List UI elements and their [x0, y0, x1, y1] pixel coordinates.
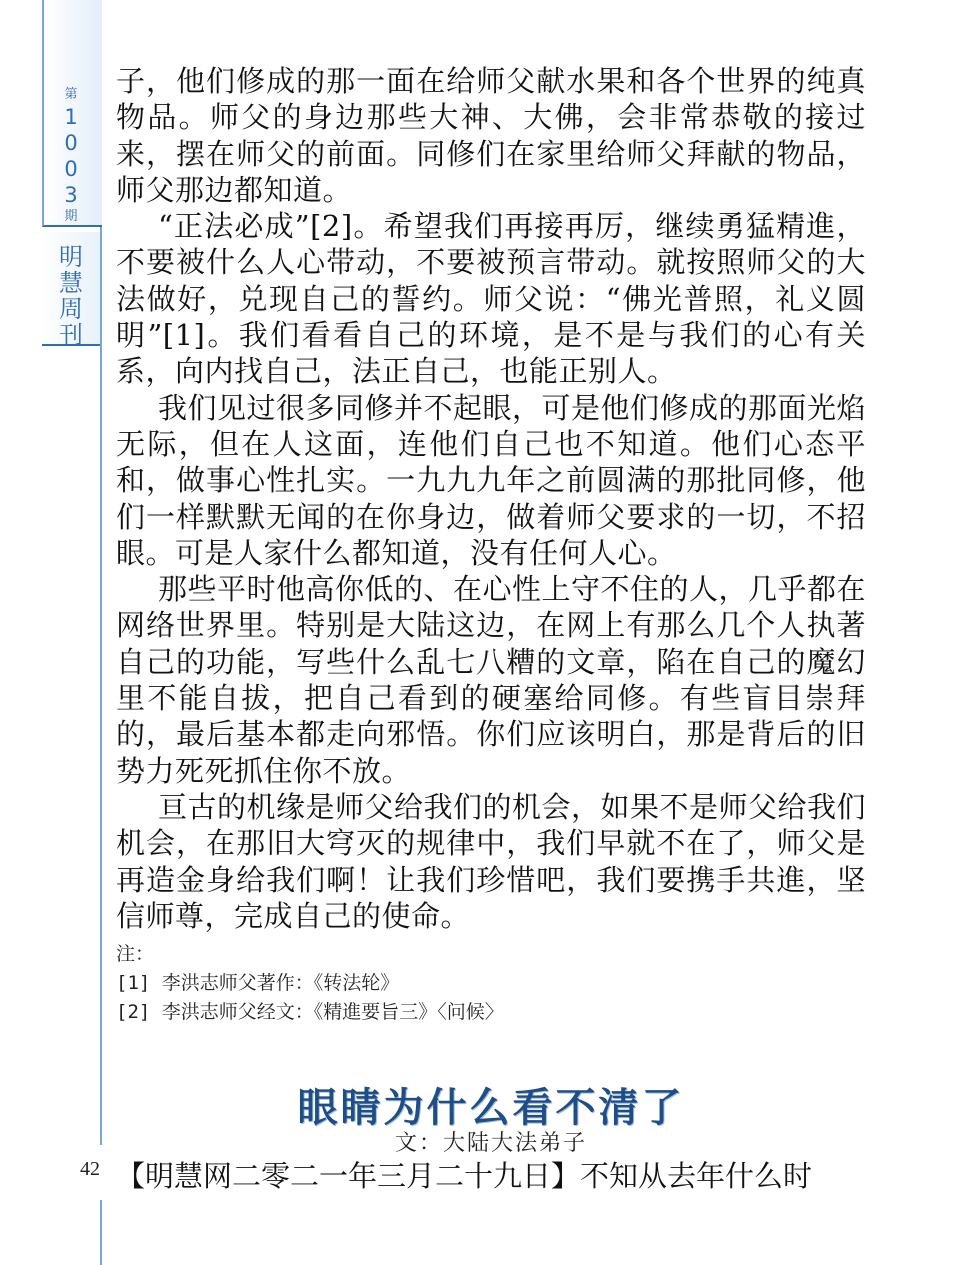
issue-digit: 0 [64, 131, 78, 155]
issue-digit: 1 [64, 105, 78, 129]
article-body [116, 63, 866, 1027]
issue-digit: 0 [64, 157, 78, 181]
journal-char: 刊 [59, 321, 83, 349]
article-byline: 文：大陆大法弟子 [394, 1131, 587, 1156]
body-paragraph: 那些平时他高你低的、在心性上守不住的人，几乎都在网络世界里。特别是大陆这边，在网上有那么几个人执著自己的功能，写些什么乱七八糟的文章，陷在自己的魔幻里不能自拔，把自己看到的硬塞给同修。有些盲目崇拜的，最后基本都走向邪悟。你们应该明白，那是背后的旧势力死死抓住你不放。 [116, 572, 867, 788]
issue-suffix: 期 [64, 209, 78, 224]
journal-char: 明 [59, 243, 83, 271]
footnotes-heading: 注： [116, 943, 155, 966]
journal-name [42, 244, 100, 348]
body-paragraph: 子，他们修成的那一面在给师父献水果和各个世界的纯真物品。师父的身边那些大神、大佛，会非常恭敬的接过来，摆在师父的前面。同修们在家里给师父拜献的物品，师父那边都知道。 [116, 64, 866, 207]
issue-number [42, 86, 100, 226]
footnote-item: [1] 李洪志师父著作：《转法轮》 [116, 972, 400, 995]
footnotes [116, 940, 866, 1027]
footnote-item: [2] 李洪志师父经文：《精進要旨三》〈问候〉 [116, 1001, 504, 1024]
issue-digit: 3 [64, 183, 78, 207]
issue-prefix: 第 [64, 87, 78, 102]
body-paragraph: 我们见过很多同修并不起眼，可是他们修成的那面光焰无际，但在人这面，连他们自己也不知道。他们心态平和，做事心性扎实。一九九九年之前圆满的那批同修，他们一样默默无闻的在你身边，做着师父要求的一切，不招眼。可是人家什么都知道，没有任何人心。 [116, 390, 867, 570]
journal-char: 慧 [59, 269, 83, 297]
page-number: 42 [80, 1158, 100, 1180]
journal-char: 周 [59, 295, 83, 323]
article-lead: 【明慧网二零二一年三月二十九日】不知从去年什么时 [116, 1159, 813, 1193]
article-title: 眼睛为什么看不清了 [297, 1085, 685, 1131]
body-paragraph: 亘古的机缘是师父给我们的机会，如果不是师父给我们机会，在那旧大穹灭的规律中，我们早就不在了，师父是再造金身给我们啊！让我们珍惜吧，我们要携手共進，坚信师尊，完成自己的使命。 [116, 789, 867, 933]
body-paragraph: “正法必成”[2]。希望我们再接再厉，继续勇猛精進，不要被什么人心带动，不要被预言带动。就按照师父的大法做好，兑现自己的誓约。师父说：“佛光普照，礼义圆明”[1]。我们看看自己的环境，是不是与我们的心有关系，向内找自己，法正自己，也能正别人。 [116, 209, 866, 389]
